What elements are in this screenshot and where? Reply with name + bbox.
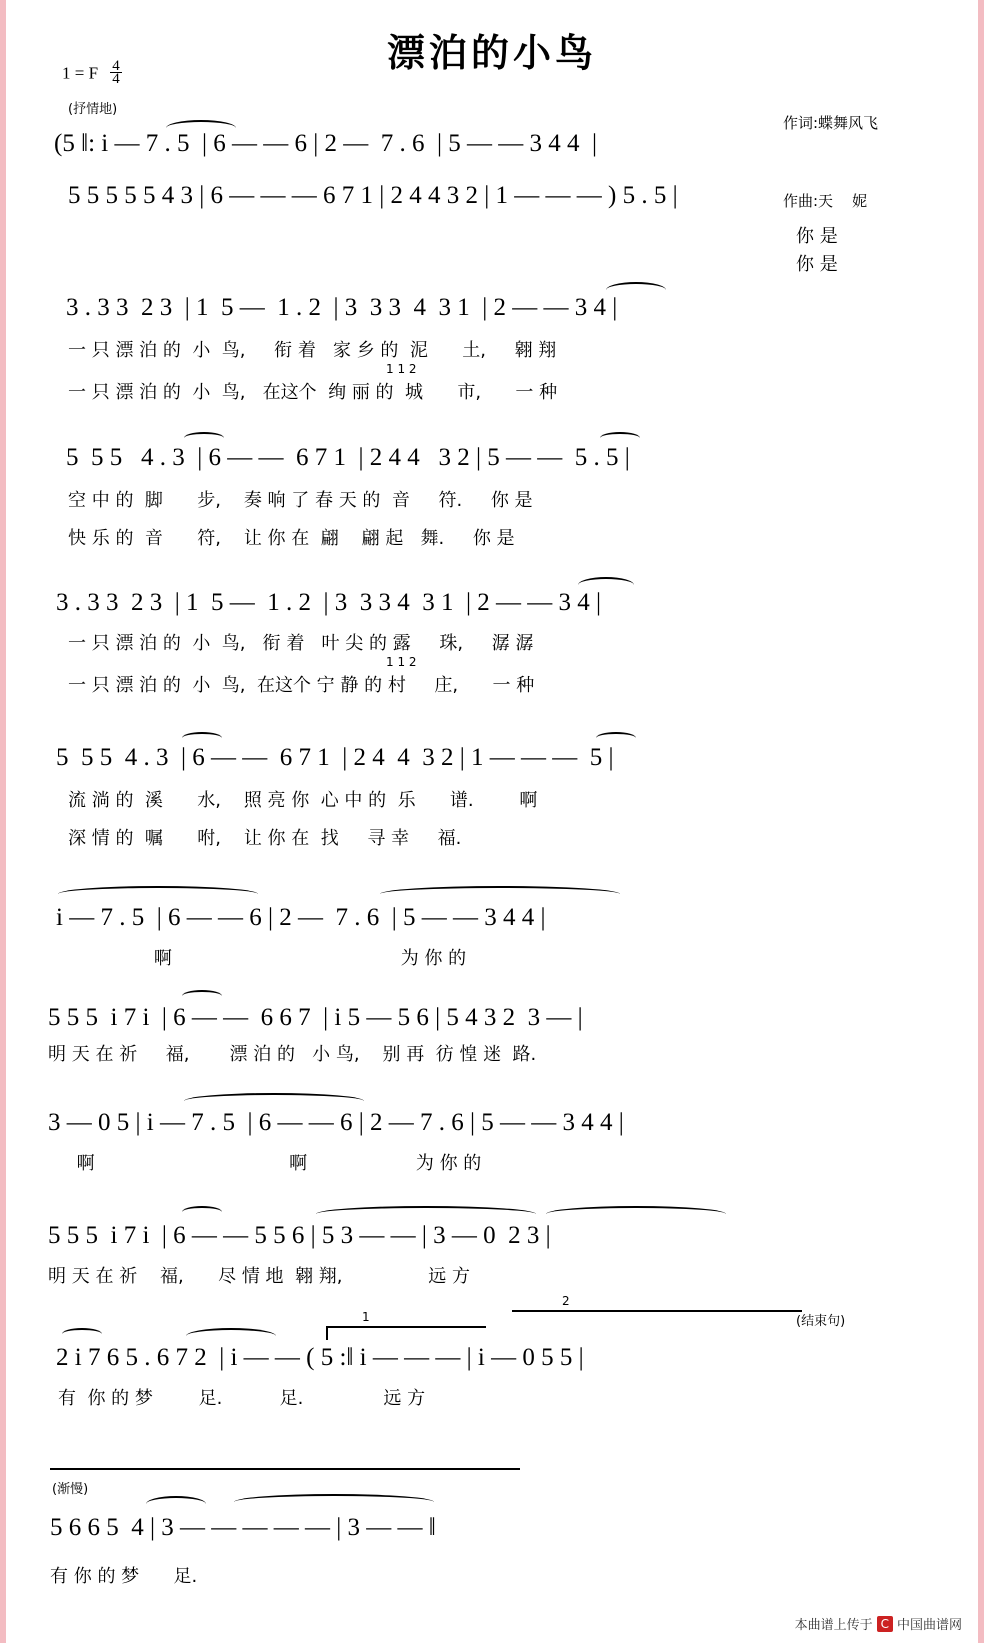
tie-mark <box>546 1206 726 1222</box>
system-1-notes: (5 ‖: i — 7 . 5 | 6 — — 6 | 2 — 7 . 6 | 5 — — 3 4 4 | <box>54 130 598 157</box>
system-5-lyrics-verse2: 一 只 漂 泊 的 小 鸟, 在这个 宁 静 的 村 庄, 一 种 <box>68 675 535 696</box>
system-9-lyrics: 啊 啊 为 你 的 <box>48 1153 482 1174</box>
tie-mark <box>316 1206 536 1222</box>
tie-mark <box>58 886 258 902</box>
system-12-lyrics: 有 你 的 梦 足. <box>50 1566 198 1587</box>
system-10-notes: 5 5 5 i 7 i | 6 — — 5 5 6 | 5 3 — — | 3 — 0 2 3 | <box>48 1222 551 1249</box>
system-3-lyrics-verse1: 一 只 漂 泊 的 小 鸟, 衔 着 家 乡 的 泥 土, 翱 翔 <box>68 340 557 361</box>
tie-mark <box>182 732 222 744</box>
tie-mark <box>182 990 222 1002</box>
system-3-notes: 3 . 3 3 2 3 | 1 5 — 1 . 2 | 3 3 3 4 3 1 | 2 — — 3 4 | <box>66 294 618 321</box>
system-4-notes: 5 5 5 4 . 3 | 6 — — 6 7 1 | 2 4 4 3 2 | 5 — — 5 . 5 | <box>66 444 630 471</box>
tie-mark <box>234 1494 434 1510</box>
tie-mark <box>596 732 636 744</box>
system-8-notes: 5 5 5 i 7 i | 6 — — 6 6 7 | i 5 — 5 6 | 5 4 3 2 3 — | <box>48 1004 583 1031</box>
tempo-marking: (渐慢) <box>52 1482 89 1497</box>
time-signature-numerator: 4 <box>112 58 120 74</box>
key-signature <box>62 58 122 87</box>
lyricist-credit: 作词:蝶舞风飞 <box>782 114 878 132</box>
page-title: 漂泊的小鸟 <box>386 31 597 75</box>
fingering-marks: 1 1 2 <box>386 655 417 669</box>
tie-mark <box>606 282 666 298</box>
mood-marking: (抒情地) <box>68 102 118 117</box>
system-6-lyrics-verse1: 流 淌 的 溪 水, 照 亮 你 心 中 的 乐 谱. 啊 <box>68 790 538 811</box>
fingering-marks: 1 1 2 <box>386 362 417 376</box>
tie-mark <box>62 1328 102 1340</box>
tie-mark <box>578 577 634 593</box>
volta-1-label: 1 <box>362 1310 370 1324</box>
site-logo-icon: C <box>877 1616 893 1632</box>
tie-mark <box>184 432 224 444</box>
system-2-lyrics-verse2: 你 是 <box>796 254 838 275</box>
footer-text: 本曲谱上传于 <box>794 1618 873 1633</box>
key-signature-text: 1 = F <box>62 63 99 83</box>
tie-mark <box>380 886 620 902</box>
system-7-lyrics: 啊 为 你 的 <box>68 948 467 969</box>
footer-credit <box>795 1614 962 1633</box>
system-8-lyrics: 明 天 在 祈 福, 漂 泊 的 小 鸟, 别 再 彷 惶 迷 路. <box>48 1044 537 1065</box>
system-3-lyrics-verse2: 一 只 漂 泊 的 小 鸟, 在这个 绚 丽 的 城 市, 一 种 <box>68 382 558 403</box>
time-signature <box>110 60 122 85</box>
system-11-lyrics: 有 你 的 梦 足. 足. 远 方 <box>58 1388 426 1409</box>
system-6-lyrics-verse2: 深 情 的 嘱 咐, 让 你 在 找 寻 幸 福. <box>68 828 462 849</box>
system-5-lyrics-verse1: 一 只 漂 泊 的 小 鸟, 衔 着 叶 尖 的 露 珠, 潺 潺 <box>68 633 534 654</box>
system-12-notes: 5 6 6 5 4 | 3 — — — — — | 3 — — ‖ <box>50 1514 436 1541</box>
system-4-lyrics-verse2: 快 乐 的 音 符, 让 你 在 翩 翩 起 舞. 你 是 <box>68 528 515 549</box>
system-11-notes: 2 i 7 6 5 . 6 7 2 | i — — ( 5 :‖ i — — — | i — 0 5 5 | <box>56 1344 584 1371</box>
system-10-lyrics: 明 天 在 祈 福, 尽 情 地 翱 翔, 远 方 <box>48 1266 470 1287</box>
footer-site-name: 中国曲谱网 <box>896 1618 962 1633</box>
tie-mark <box>182 1206 222 1218</box>
system-2-lyrics-verse1: 你 是 <box>796 226 838 247</box>
time-signature-denominator: 4 <box>112 71 120 87</box>
tie-mark <box>600 432 640 444</box>
volta-2-label: 2 <box>562 1294 570 1308</box>
tie-mark <box>166 120 236 136</box>
tie-mark <box>184 1093 364 1109</box>
system-6-notes: 5 5 5 4 . 3 | 6 — — 6 7 1 | 2 4 4 3 2 | 1 — — — 5 | <box>56 744 614 771</box>
system-9-notes: 3 — 0 5 | i — 7 . 5 | 6 — — 6 | 2 — 7 . 6 | 5 — — 3 4 4 | <box>48 1109 624 1136</box>
system-5-notes: 3 . 3 3 2 3 | 1 5 — 1 . 2 | 3 3 3 4 3 1 | 2 — — 3 4 | <box>56 589 602 616</box>
ending-label: (结束句) <box>796 1314 846 1329</box>
tie-mark <box>186 1328 276 1344</box>
system-4-lyrics-verse1: 空 中 的 脚 步, 奏 响 了 春 天 的 音 符. 你 是 <box>68 490 533 511</box>
system-7-notes: i — 7 . 5 | 6 — — 6 | 2 — 7 . 6 | 5 — — 3 4 4 | <box>56 904 546 931</box>
composer-credit: 作曲:天 妮 <box>782 192 868 210</box>
system-2-notes: 5 5 5 5 5 4 3 | 6 — — — 6 7 1 | 2 4 4 3 2 | 1 — — — ) 5 . 5 | <box>68 182 678 209</box>
